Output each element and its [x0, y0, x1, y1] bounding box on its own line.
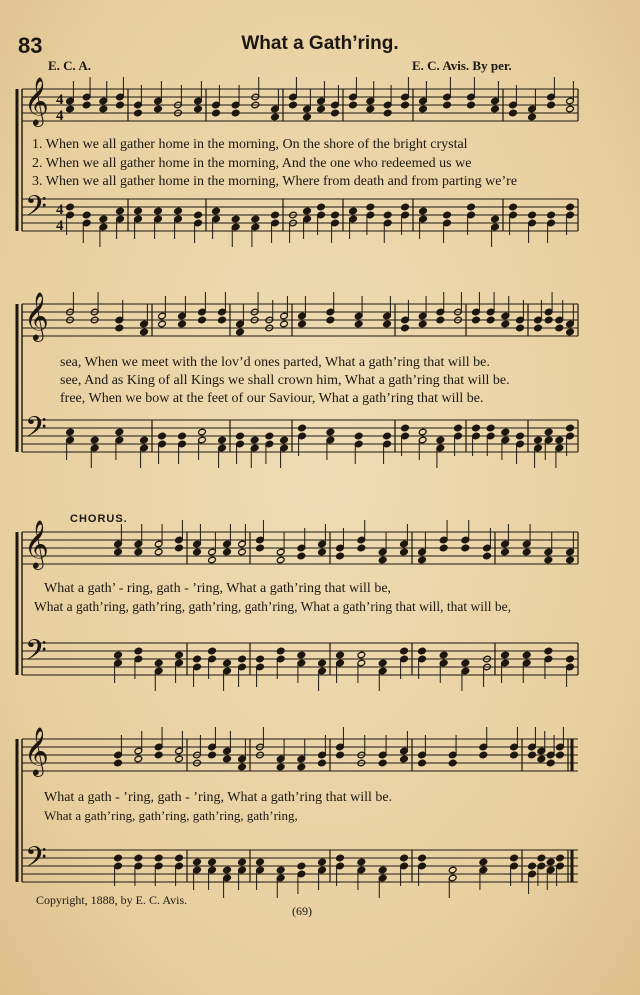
note-head [349, 101, 358, 109]
note-head [114, 854, 123, 862]
note-head [509, 203, 518, 211]
note-head [154, 105, 163, 113]
note-head [115, 428, 124, 436]
note-head [134, 755, 143, 763]
note-head [140, 328, 149, 336]
note-head [418, 428, 427, 436]
note-head [331, 211, 340, 219]
note-head [544, 428, 553, 436]
chorus-lyric-bass-2: What a gath’ring, gath’ring, gath’ring, gath’ring, [44, 808, 298, 823]
note-head [250, 436, 259, 444]
note-head [510, 854, 519, 862]
note-head [99, 105, 108, 113]
note-head [194, 105, 203, 113]
note-head [193, 655, 202, 663]
page-number: (69) [292, 904, 312, 918]
note-head [236, 328, 245, 336]
note-head [566, 424, 575, 432]
note-head [114, 759, 123, 767]
note-head [318, 659, 327, 667]
note-head [400, 854, 409, 862]
note-head [175, 544, 184, 552]
note-head [528, 751, 537, 759]
note-head [175, 755, 184, 763]
note-head [566, 105, 575, 113]
note-head [158, 432, 167, 440]
note-head [336, 552, 345, 560]
note-head [418, 320, 427, 328]
lyric-verse-3-line-2: free, When we bow at the feet of our Saviour, What a gath’ring that will be. [60, 391, 484, 406]
note-head [454, 424, 463, 432]
note-head [546, 759, 555, 767]
note-head [236, 432, 245, 440]
time-signature: 4 [56, 108, 64, 124]
note-head [90, 436, 99, 444]
note-head [66, 203, 75, 211]
note-head [154, 854, 163, 862]
note-head [116, 207, 125, 215]
note-head [472, 424, 481, 432]
note-head [276, 866, 285, 874]
note-head [82, 211, 91, 219]
note-head [66, 105, 75, 113]
note-head [326, 428, 335, 436]
note-head [378, 866, 387, 874]
note-head [509, 109, 518, 117]
note-head [256, 655, 265, 663]
treble-clef: 𝄞 [24, 519, 49, 568]
note-head [297, 552, 306, 560]
note-head [265, 432, 274, 440]
note-head [443, 101, 452, 109]
note-head [439, 651, 448, 659]
note-head [418, 759, 427, 767]
note-head [231, 215, 240, 223]
note-head [251, 215, 260, 223]
note-head [547, 211, 556, 219]
note-head [501, 651, 510, 659]
note-head [231, 109, 240, 117]
note-head [501, 548, 510, 556]
note-head [419, 207, 428, 215]
note-head [566, 328, 575, 336]
note-head [134, 647, 143, 655]
note-head [208, 556, 217, 564]
note-head [238, 548, 247, 556]
note-head [483, 552, 492, 560]
note-head [194, 211, 203, 219]
note-head [223, 866, 232, 874]
note-head [336, 854, 345, 862]
time-signature: 4 [56, 92, 64, 108]
note-head [238, 655, 247, 663]
note-head [461, 659, 470, 667]
note-head [158, 320, 167, 328]
note-head [223, 548, 232, 556]
note-head [317, 203, 326, 211]
chorus-label: CHORUS. [70, 513, 128, 525]
bass-clef: 𝄢 [25, 411, 47, 451]
note-head [193, 858, 202, 866]
note-head [566, 556, 575, 564]
note-head [115, 324, 124, 332]
lyric-verse-2-line-1: 2. When we all gather home in the morning, And the one who redeemed us we [32, 156, 472, 171]
note-head [528, 113, 537, 121]
time-signature: 4 [56, 202, 64, 218]
note-head [175, 651, 184, 659]
note-head [271, 211, 280, 219]
chorus-lyric-soprano-2: What a gath - ’ring, gath - ’ring, What a gath’ring that will be. [44, 790, 393, 805]
note-head [436, 316, 445, 324]
music-credit: E. C. Avis. By per. [412, 58, 512, 73]
note-head [208, 647, 217, 655]
note-head [486, 424, 495, 432]
note-head [383, 211, 392, 219]
note-head [366, 203, 375, 211]
note-head [378, 659, 387, 667]
note-head [439, 544, 448, 552]
note-head [114, 548, 123, 556]
note-head [303, 207, 312, 215]
note-head [208, 751, 217, 759]
note-head [401, 203, 410, 211]
bass-clef: 𝄢 [25, 634, 47, 674]
note-head [297, 862, 306, 870]
note-head [418, 556, 427, 564]
note-head [510, 751, 519, 759]
note-head [401, 324, 410, 332]
note-head [66, 428, 75, 436]
note-head [547, 101, 556, 109]
note-head [223, 755, 232, 763]
note-head [193, 548, 202, 556]
chorus-lyric-soprano-1: What a gath’ - ring, gath - ’ring, What a gath’ring that will be, [44, 581, 392, 596]
note-head [537, 854, 546, 862]
note-head [276, 556, 285, 564]
note-head [298, 320, 307, 328]
note-head [491, 105, 500, 113]
note-head [326, 316, 335, 324]
note-head [318, 858, 327, 866]
note-head [383, 432, 392, 440]
note-head [366, 105, 375, 113]
note-head [400, 755, 409, 763]
note-head [271, 113, 280, 121]
note-head [212, 207, 221, 215]
note-head [336, 751, 345, 759]
note-head [357, 651, 366, 659]
note-head [354, 432, 363, 440]
note-head [566, 203, 575, 211]
note-head [566, 655, 575, 663]
note-head [546, 858, 555, 866]
bass-clef: 𝄢 [25, 841, 47, 881]
note-head [297, 651, 306, 659]
note-head [461, 544, 470, 552]
note-head [331, 109, 340, 117]
note-head [448, 759, 457, 767]
hymn-title: What a Gath’ring. [241, 33, 399, 54]
note-head [154, 548, 163, 556]
note-head [472, 316, 481, 324]
note-head [400, 647, 409, 655]
note-head [297, 763, 306, 771]
note-head [212, 109, 221, 117]
note-head [436, 436, 445, 444]
note-head [555, 324, 564, 332]
lyric-verse-2-line-2: see, And as King of all Kings we shall crown him, What a gath’ring that will be. [60, 373, 510, 388]
treble-clef: 𝄞 [24, 726, 49, 775]
note-head [276, 647, 285, 655]
time-signature: 4 [56, 218, 64, 234]
note-head [99, 215, 108, 223]
note-head [448, 866, 457, 874]
note-head [544, 316, 553, 324]
note-head [357, 544, 366, 552]
note-head [467, 101, 476, 109]
note-head [544, 647, 553, 655]
note-head [318, 548, 327, 556]
note-head [198, 316, 207, 324]
note-head [114, 651, 123, 659]
note-head [556, 854, 565, 862]
note-head [154, 207, 163, 215]
bass-clef: 𝄢 [25, 190, 47, 230]
lyric-verse-1-line-2: sea, When we meet with the lov’d ones parted, What a gath’ring that will be. [60, 355, 490, 370]
note-head [223, 659, 232, 667]
note-head [336, 651, 345, 659]
note-head [479, 858, 488, 866]
note-head [298, 424, 307, 432]
note-head [154, 659, 163, 667]
note-head [491, 215, 500, 223]
note-head [419, 105, 428, 113]
note-head [418, 854, 427, 862]
note-head [280, 320, 289, 328]
note-head [501, 320, 510, 328]
note-head [349, 207, 358, 215]
note-head [556, 751, 565, 759]
note-head [528, 862, 537, 870]
note-head [537, 755, 546, 763]
copyright-notice: Copyright, 1888, by E. C. Avis. [36, 893, 188, 907]
note-head [280, 436, 289, 444]
note-head [516, 432, 525, 440]
note-head [317, 105, 326, 113]
note-head [175, 854, 184, 862]
note-head [303, 113, 312, 121]
note-head [401, 424, 410, 432]
note-head [534, 324, 543, 332]
note-head [134, 854, 143, 862]
note-head [238, 763, 247, 771]
lyric-verse-3-line-1: 3. When we all gather home in the morning, Where from death and from parting we’re [32, 174, 518, 189]
note-head [522, 548, 531, 556]
note-head [154, 751, 163, 759]
note-head [174, 207, 183, 215]
lyric-verse-1-line-1: 1. When we all gather home in the morning, On the shore of the bright crystal [32, 137, 468, 152]
note-head [354, 320, 363, 328]
note-head [178, 320, 187, 328]
note-head [318, 759, 327, 767]
note-head [501, 428, 510, 436]
note-head [486, 316, 495, 324]
note-head [256, 858, 265, 866]
note-head [134, 109, 143, 117]
note-head [218, 436, 227, 444]
note-head [479, 751, 488, 759]
note-head [82, 101, 91, 109]
note-head [418, 647, 427, 655]
note-head [134, 548, 143, 556]
note-head [401, 101, 410, 109]
note-head [116, 101, 125, 109]
treble-clef: 𝄞 [24, 291, 49, 340]
note-head [528, 211, 537, 219]
note-head [378, 759, 387, 767]
note-head [238, 858, 247, 866]
note-head [140, 436, 149, 444]
note-head [383, 109, 392, 117]
note-head [357, 858, 366, 866]
note-head [378, 556, 387, 564]
note-head [516, 324, 525, 332]
note-head [383, 320, 392, 328]
note-head [443, 211, 452, 219]
note-head [544, 556, 553, 564]
note-head [218, 316, 227, 324]
note-head [522, 651, 531, 659]
note-head [178, 432, 187, 440]
note-head [467, 203, 476, 211]
note-head [289, 101, 298, 109]
hymn-number: 83 [18, 33, 43, 58]
treble-clef: 𝄞 [24, 76, 49, 125]
note-head [198, 428, 207, 436]
note-head [534, 436, 543, 444]
note-head [555, 436, 564, 444]
words-credit: E. C. A. [48, 58, 91, 73]
note-head [400, 548, 409, 556]
note-head [134, 207, 143, 215]
note-head [256, 544, 265, 552]
chorus-lyric-bass-1: What a gath’ring, gath’ring, gath’ring, gath’ring, What a gath’ring that will, that will be, [34, 599, 511, 614]
note-head [208, 858, 217, 866]
note-head [276, 763, 285, 771]
